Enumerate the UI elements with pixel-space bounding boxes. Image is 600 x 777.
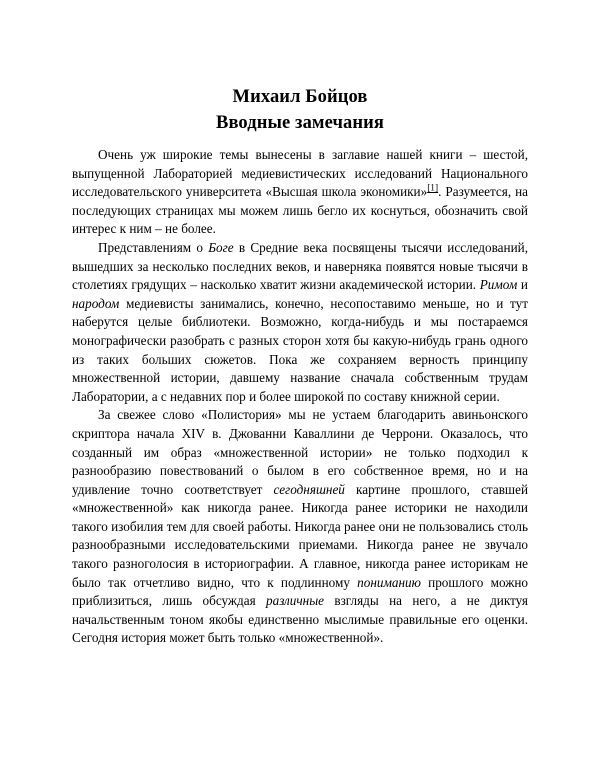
document-content-column <box>72 84 528 648</box>
text-run: взгляды на него, а не диктуя начальственным тоном якобы единственно мыслимые правильные его оценки. Сегодня история может быть только «множественной». <box>72 593 528 646</box>
paragraph-2 <box>72 239 528 406</box>
footnote-reference-1[interactable]: [1] <box>427 183 439 194</box>
text-run: и <box>517 277 528 293</box>
emphasized-text: народом <box>72 295 120 311</box>
body-text <box>72 146 528 648</box>
paragraph-3 <box>72 406 528 648</box>
emphasized-text: различные <box>266 593 324 609</box>
emphasized-text: сегодняшней <box>273 481 345 497</box>
text-run: прошлого можно приблизиться, лишь обсуждая <box>72 574 528 609</box>
text-run: Представлениям о <box>98 239 209 255</box>
text-run: За свежее слово «Полистория» мы не устаем благодарить авиньонского скриптора начала XIV в. Джованни Каваллини де Черрони. Оказалось, что созданный им образ «множественной истории» не только подходил к разнообразию повествований о былом в его собственное время, но и на удивление точно соответствует <box>72 407 528 497</box>
emphasized-text: Боге <box>208 239 234 255</box>
page-title <box>72 84 528 136</box>
emphasized-text: Римом <box>479 277 518 293</box>
title-line-subtitle: Вводные замечания <box>216 113 384 133</box>
paragraph-1 <box>72 146 528 239</box>
text-run: в Средние века посвящены тысячи исследований, вышедших за несколько последних веков, и наверняка появятся новые тысячи в столетиях грядущих – насколько хватит жизни академической истории. <box>72 239 528 293</box>
title-line-author: Михаил Бойцов <box>232 87 368 107</box>
text-run: Очень уж широкие темы вынесены в заглавие нашей книги – шестой, выпущенной Лабораторией медиевистических исследований Национального исследовательского университета «Высшая школа экономики» <box>72 147 528 200</box>
text-run: медиевисты занимались, конечно, несопоставимо меньше, но и тут наберутся целые библиотеки. Возможно, когда-нибудь и мы постараемся монографически разобрать с разных сторон хотя бы какую-нибудь грань одного из таких больших сюжетов. Пока же сохраняем верность принципу множественной истории, давшему название сначала собственным трудам Лаборатории, а с недавних пор и более широкой по составу книжной серии. <box>72 295 528 404</box>
emphasized-text: пониманию <box>357 574 421 590</box>
text-run: . Разумеется, на последующих страницах мы можем лишь бегло их коснуться, обозначить свой интерес к ним – не более. <box>72 184 528 237</box>
text-run: картине прошлого, ставшей «множественной» как никогда ранее. Никогда ранее историки не находили такого изобилия тем для своей работы. Никогда ранее они не пользовались столь разнообразными исследовательскими приемами. Никогда ранее не звучало такого разноголосия в историографии. А главное, никогда ранее историкам не было так отчетливо видно, что к подлинному <box>72 481 528 590</box>
